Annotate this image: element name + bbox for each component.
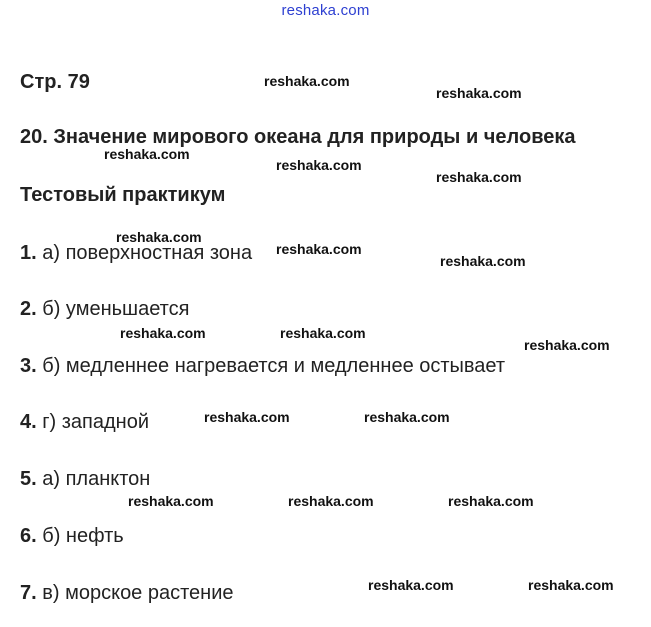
watermark: reshaka.com	[276, 241, 362, 257]
watermark: reshaka.com	[120, 325, 206, 341]
section-title: 20. Значение мирового океана для природы и человека	[20, 126, 576, 148]
answer-number: 6.	[20, 525, 37, 547]
practicum-heading: Тестовый практикум	[20, 184, 226, 206]
answer-text: б) нефть	[42, 525, 124, 547]
answer-item-6	[20, 525, 124, 548]
answer-number: 7.	[20, 582, 37, 604]
answer-number: 4.	[20, 411, 37, 433]
answer-text: б) уменьшается	[42, 298, 190, 320]
answer-text: а) поверхностная зона	[42, 242, 253, 264]
watermark: reshaka.com	[280, 325, 366, 341]
watermark: reshaka.com	[104, 146, 190, 162]
site-header-link[interactable]: reshaka.com	[281, 2, 370, 19]
answer-number: 3.	[20, 355, 37, 377]
answer-number: 5.	[20, 468, 37, 490]
watermark: reshaka.com	[436, 169, 522, 185]
watermark: reshaka.com	[116, 229, 202, 245]
watermark: reshaka.com	[448, 493, 534, 509]
watermark: reshaka.com	[440, 253, 526, 269]
watermark: reshaka.com	[528, 577, 614, 593]
watermark: reshaka.com	[264, 73, 350, 89]
watermark: reshaka.com	[288, 493, 374, 509]
answer-item-3	[20, 355, 505, 378]
answer-number: 1.	[20, 242, 37, 264]
answer-item-5	[20, 468, 150, 491]
answer-item-1	[20, 242, 252, 265]
watermark: reshaka.com	[436, 85, 522, 101]
page-label: Стр. 79	[20, 71, 90, 93]
watermark: reshaka.com	[276, 157, 362, 173]
watermark: reshaka.com	[368, 577, 454, 593]
answer-number: 2.	[20, 298, 37, 320]
answer-text: г) западной	[42, 411, 150, 433]
answer-text: а) планктон	[42, 468, 151, 490]
watermark: reshaka.com	[364, 409, 450, 425]
answer-text: в) морское растение	[42, 582, 234, 604]
answer-text: б) медленнее нагревается и медленнее остывает	[42, 355, 506, 377]
answer-item-7	[20, 582, 234, 605]
watermark: reshaka.com	[524, 337, 610, 353]
answer-item-2	[20, 298, 189, 321]
watermark: reshaka.com	[128, 493, 214, 509]
watermark: reshaka.com	[204, 409, 290, 425]
answer-item-4	[20, 411, 149, 434]
